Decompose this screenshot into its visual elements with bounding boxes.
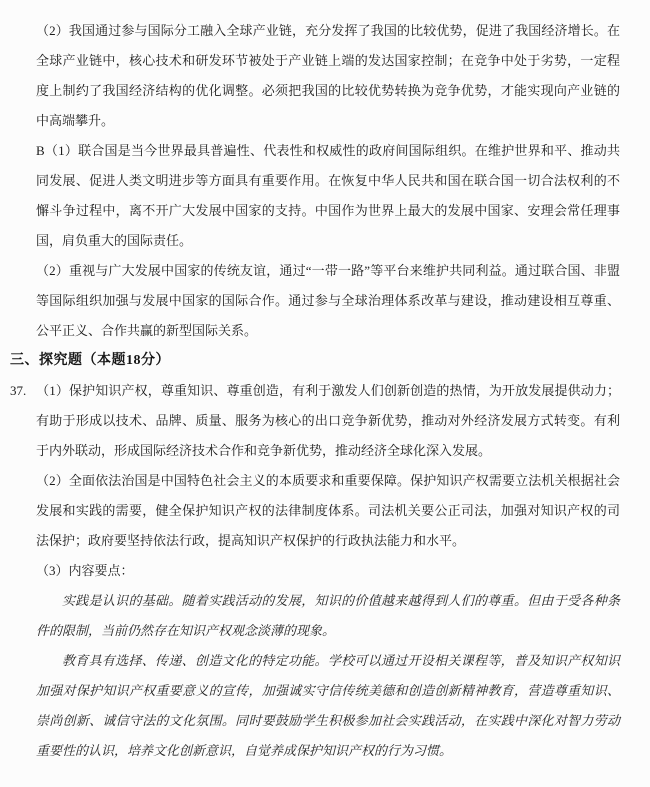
answer-paragraph-37-2: （2）全面依法治国是中国特色社会主义的本质要求和重要保障。保护知识产权需要立法机关根据社会发展和实践的需要，健全保护知识产权的法律制度体系。司法机关要公正司法，加强对知识产权的司法保护；政府要坚持依法行政，提高知识产权保护的行政执法能力和水平。 [36, 473, 620, 548]
answer-paragraph-b1: B（1）联合国是当今世界最具普遍性、代表性和权威性的政府间国际组织。在维护世界和平、推动共同发展、促进人类文明进步等方面具有重要作用。在恢复中华人民共和国在联合国一切合法权利的不懈斗争过程中，离不开广大发展中国家的支持。中国作为世界上最大的发展中国家、安理会常任理事国，肩负重大的国际责任。 [36, 143, 620, 248]
question-37-block [10, 376, 620, 766]
answer-paragraph-37-1 [10, 376, 620, 466]
answer-paragraph-b2: （2）重视与广大发展中国家的传统友谊，通过“一带一路”等平台来维护共同利益。通过联合国、非盟等国际组织加强与发展中国家的国际合作。通过参与全球治理体系改革与建设，推动建设相互尊重、公平正义、合作共赢的新型国际关系。 [36, 263, 620, 338]
question-number: 37. [10, 383, 27, 398]
content-point-paragraph-2: 教育具有选择、传递、创造文化的特定功能。学校可以通过开设相关课程等，普及知识产权知识加强对保护知识产权重要意义的宣传，加强诚实守信传统美德和创造创新精神教育，营造尊重知识、崇尚创新、诚信守法的文化氛围。同时要鼓励学生积极参加社会实践活动，在实践中深化对智力劳动重要性的认识，培养文化创新意识，自觉养成保护知识产权的行为习惯。 [36, 653, 620, 758]
section-heading: 三、探究题（本题18分） [10, 353, 170, 368]
answer-paragraph-b2-continuation: （2）我国通过参与国际分工融入全球产业链，充分发挥了我国的比较优势，促进了我国经济增长。在全球产业链中，核心技术和研发环节被处于产业链上端的发达国家控制；在竞争中处于劣势，一定程度上制约了我国经济结构的优化调整。必须把我国的比较优势转换为竞争优势，才能实现向产业链的中高端攀升。 [36, 23, 620, 128]
content-point-paragraph-1: 实践是认识的基础。随着实践活动的发展，知识的价值越来越得到人们的尊重。但由于受各种条件的限制，当前仍然存在知识产权观念淡薄的现象。 [36, 593, 620, 638]
answer-text-37-1: （1）保护知识产权，尊重知识、尊重创造，有利于激发人们创新创造的热情，为开放发展提供动力；有助于形成以技术、品牌、质量、服务为核心的出口竞争新优势，推动对外经济发展方式转变。有利于内外联动，形成国际经济技术合作和竞争新优势，推动经济全球化深入发展。 [36, 383, 620, 458]
answer-paragraph-37-3: （3）内容要点： [36, 563, 134, 578]
